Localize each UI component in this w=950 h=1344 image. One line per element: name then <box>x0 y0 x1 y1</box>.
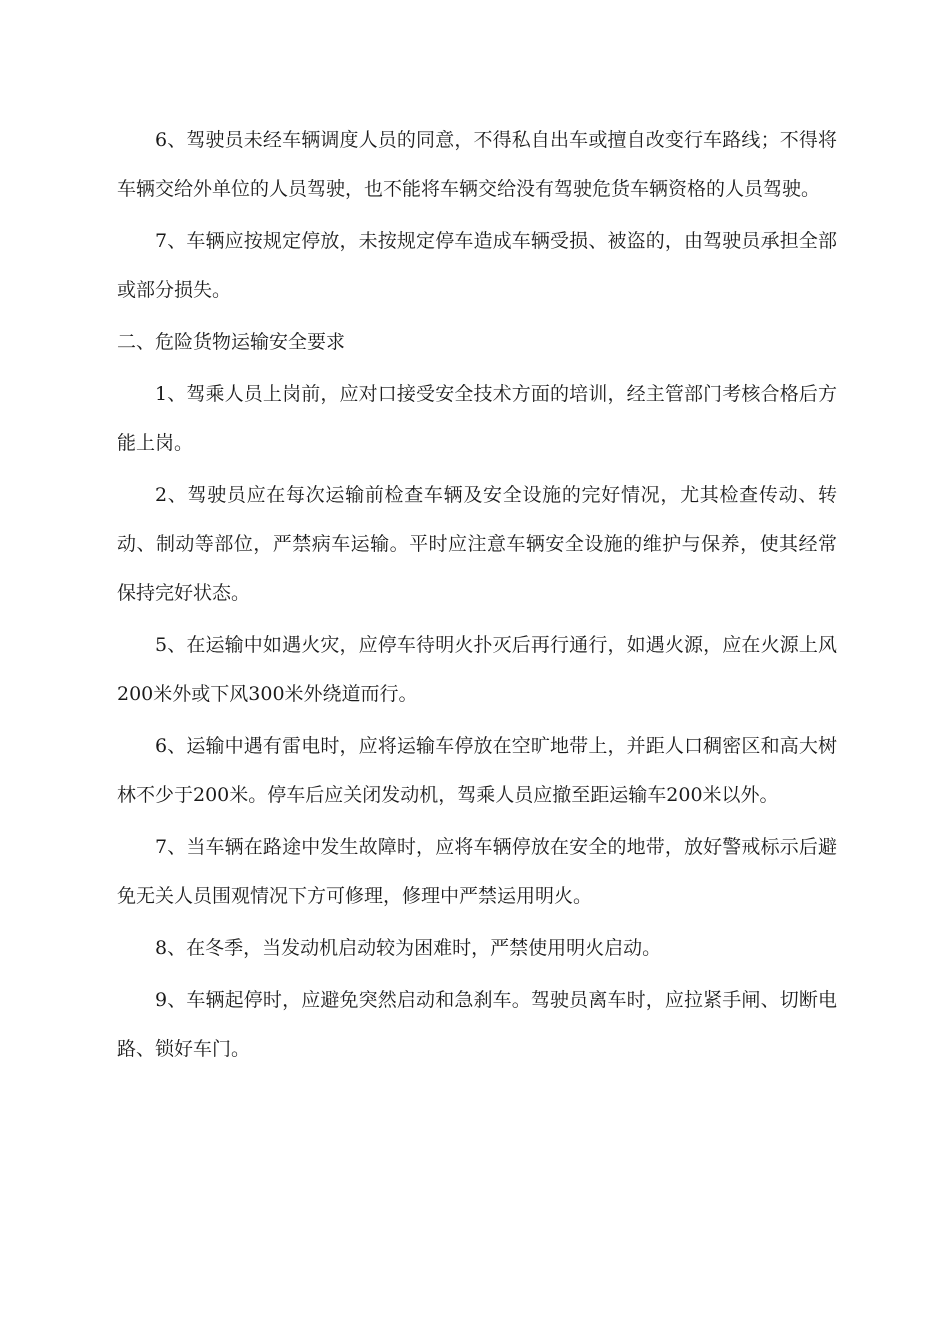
paragraph-winter-rule: 8、在冬季，当发动机启动较为困难时，严禁使用明火启动。 <box>155 937 662 959</box>
paragraph-training-rule: 1、驾乘人员上岗前，应对口接受安全技术方面的培训，经主管部门考核合格后方能上岗。 <box>117 383 837 454</box>
paragraph-driver-route-rule: 6、驾驶员未经车辆调度人员的同意，不得私自出车或擅自改变行车路线；不得将车辆交给外单位的人员驾驶，也不能将车辆交给没有驾驶危货车辆资格的人员驾驶。 <box>117 129 837 200</box>
paragraph-parking-rule: 7、车辆应按规定停放，未按规定停车造成车辆受损、被盗的，由驾驶员承担全部或部分损失。 <box>117 230 837 301</box>
paragraph-inspection-rule: 2、驾驶员应在每次运输前检查车辆及安全设施的完好情况，尤其检查传动、转动、制动等部位，严禁病车运输。平时应注意车辆安全设施的维护与保养，使其经常保持完好状态。 <box>117 484 837 604</box>
section-heading: 二、危险货物运输安全要求 <box>117 331 346 353</box>
paragraph-lightning-rule: 6、运输中遇有雷电时，应将运输车停放在空旷地带上，并距人口稠密区和高大树林不少于200米。停车后应关闭发动机，驾乘人员应撤至距运输车200米以外。 <box>117 735 837 806</box>
document-body <box>117 116 837 1074</box>
paragraph-stopping-rule: 9、车辆起停时，应避免突然启动和急刹车。驾驶员离车时，应拉紧手闸、切断电路、锁好车门。 <box>117 989 837 1060</box>
paragraph-breakdown-rule: 7、当车辆在路途中发生故障时，应将车辆停放在安全的地带，放好警戒标示后避免无关人员围观情况下方可修理，修理中严禁运用明火。 <box>117 836 837 907</box>
paragraph-fire-rule: 5、在运输中如遇火灾，应停车待明火扑灭后再行通行，如遇火源，应在火源上风200米外或下风300米外绕道而行。 <box>117 634 837 705</box>
